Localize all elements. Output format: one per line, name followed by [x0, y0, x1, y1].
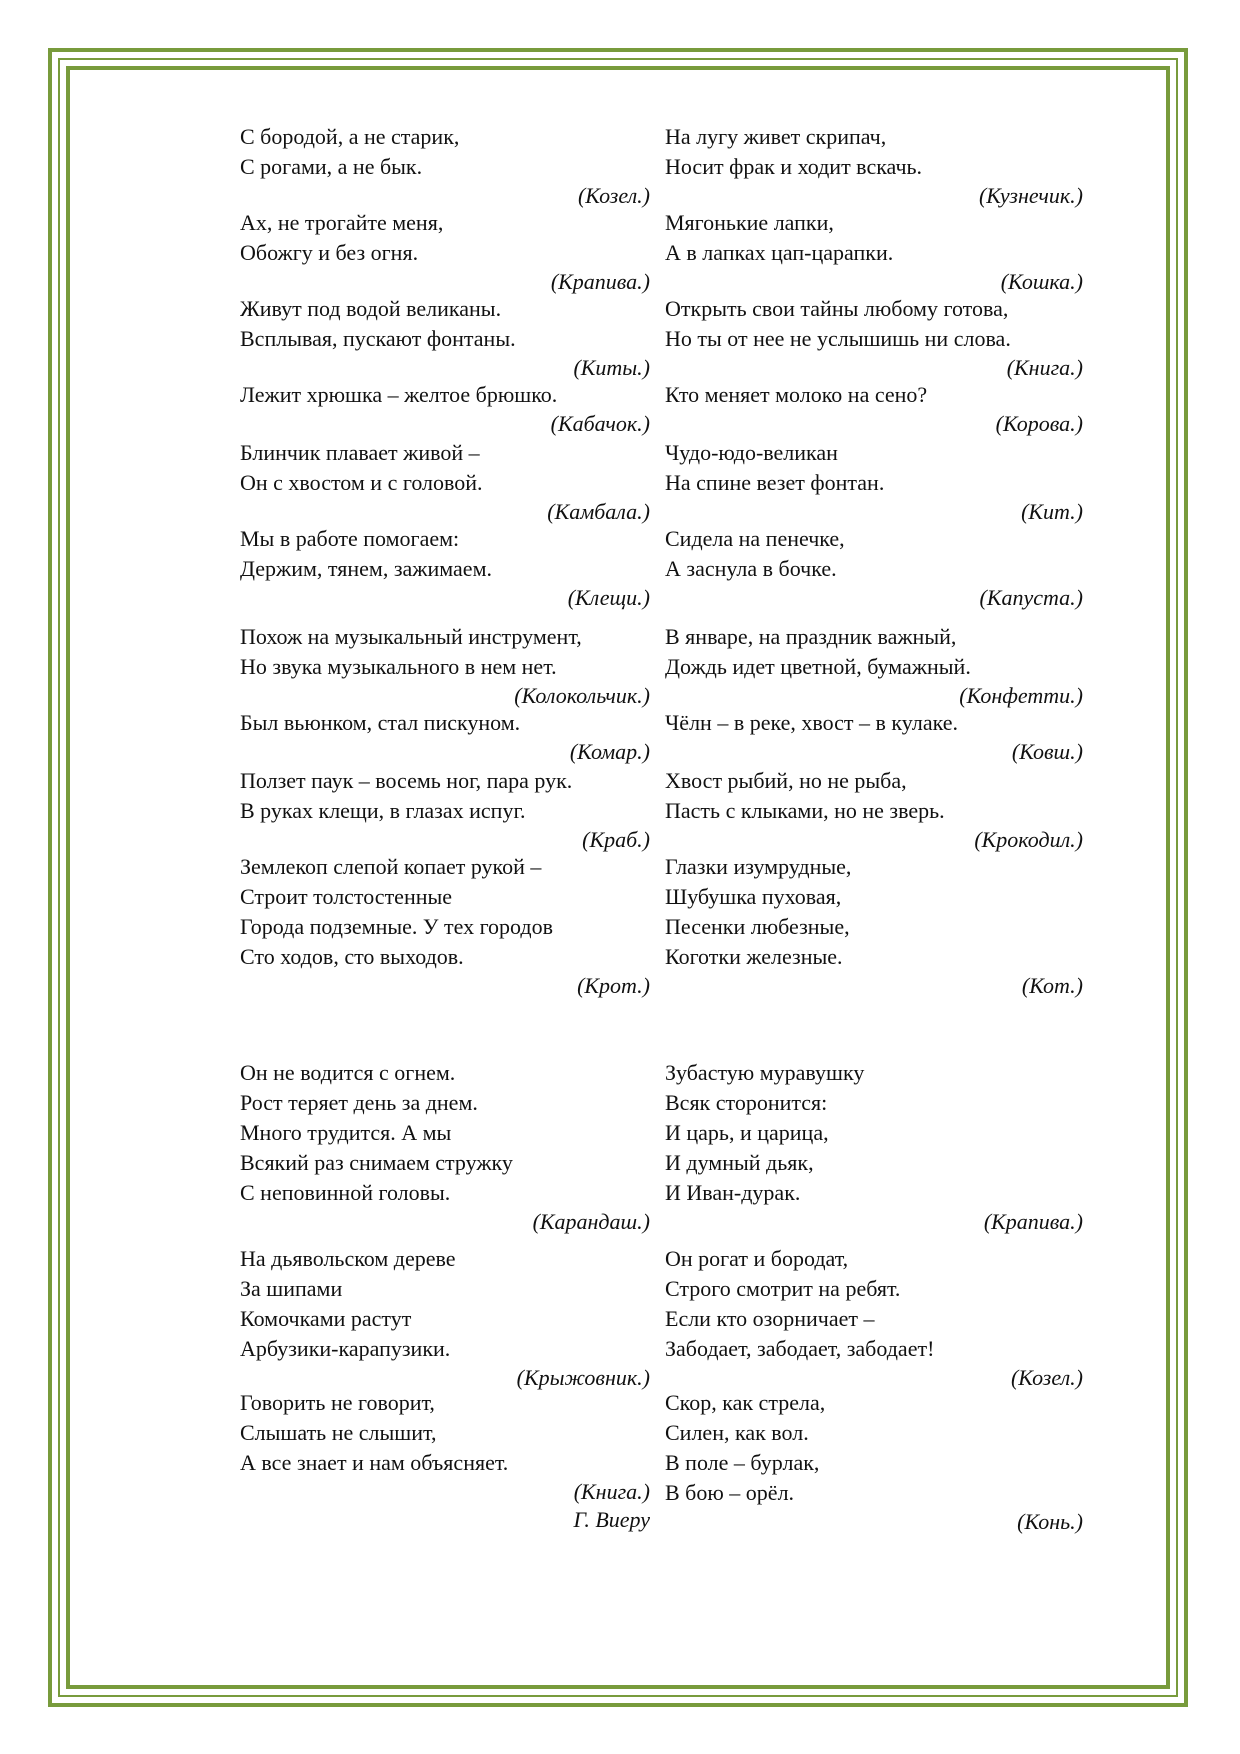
riddle-line: Зубастую муравушку	[665, 1060, 865, 1085]
riddle-answer: (Козел.)	[577, 183, 650, 208]
riddle-line: Рост теряет день за днем.	[240, 1090, 478, 1115]
riddle-line: Кто меняет молоко на сено?	[665, 382, 928, 407]
riddle-line: В январе, на праздник важный,	[665, 624, 957, 649]
riddle-line: Блинчик плавает живой –	[240, 440, 480, 465]
riddle-answer: (Краб.)	[582, 827, 650, 852]
riddle-line: Был вьюнком, стал пискуном.	[240, 710, 521, 735]
riddle-line: Коготки железные.	[665, 944, 843, 969]
riddle-line: Всяк сторонится:	[665, 1090, 828, 1115]
riddle-answer: (Клещи.)	[567, 585, 650, 610]
riddle-answer: (Книга.)	[1006, 355, 1083, 380]
riddle-line: Дождь идет цветной, бумажный.	[665, 654, 971, 679]
riddle-line: Он рогат и бородат,	[665, 1246, 849, 1271]
riddle-line: На лугу живет скрипач,	[665, 124, 887, 149]
riddle-answer: (Конь.)	[1017, 1509, 1083, 1534]
riddle-block	[240, 1058, 650, 1236]
riddle-line: Глазки изумрудные,	[665, 854, 852, 879]
riddle-line: Мы в работе помогаем:	[240, 526, 460, 551]
riddle-block	[665, 852, 1083, 1000]
riddle-answer: (Крапива.)	[983, 1209, 1083, 1234]
riddle-block	[240, 766, 650, 854]
riddle-answer: (Крыжовник.)	[516, 1365, 650, 1390]
riddle-line: Комочками растут	[240, 1306, 412, 1331]
riddle-line: В бою – орёл.	[665, 1480, 795, 1505]
riddle-line: Чёлн – в реке, хвост – в кулаке.	[665, 710, 958, 735]
riddle-line: В поле – бурлак,	[665, 1450, 820, 1475]
riddle-block	[240, 852, 650, 1000]
riddle-line: И думный дьяк,	[665, 1150, 814, 1175]
riddle-line: Шубушка пуховая,	[665, 884, 842, 909]
riddle-block	[240, 380, 650, 438]
riddle-line: Обожгу и без огня.	[240, 240, 419, 265]
riddle-answer: (Камбала.)	[547, 499, 650, 524]
riddle-line: С неповинной головы.	[240, 1180, 451, 1205]
riddle-line: Открыть свои тайны любому готова,	[665, 296, 1009, 321]
riddle-line: Если кто озорничает –	[665, 1306, 875, 1331]
riddle-line: За шипами	[240, 1276, 343, 1301]
riddle-line: Песенки любезные,	[665, 914, 850, 939]
riddle-line: Носит фрак и ходит вскачь.	[665, 154, 923, 179]
riddle-line: Держим, тянем, зажимаем.	[240, 556, 492, 581]
riddle-block	[665, 766, 1083, 854]
riddle-line: Всплывая, пускают фонтаны.	[240, 326, 516, 351]
riddle-answer: (Корова.)	[995, 411, 1083, 436]
riddle-answer: (Комар.)	[569, 739, 650, 764]
riddle-line: В руках клещи, в глазах испуг.	[240, 798, 526, 823]
riddle-answer: (Крокодил.)	[974, 827, 1083, 852]
riddle-answer: (Кузнечик.)	[978, 183, 1083, 208]
riddle-answer: (Колокольчик.)	[514, 683, 650, 708]
riddle-answer: (Кабачок.)	[550, 411, 650, 436]
riddle-block	[240, 438, 650, 526]
riddle-answer: (Козел.)	[1010, 1365, 1083, 1390]
riddle-line: Похож на музыкальный инструмент,	[240, 624, 582, 649]
riddle-block	[665, 1388, 1083, 1536]
riddle-answer: (Крапива.)	[550, 269, 650, 294]
riddle-block	[240, 122, 650, 210]
riddle-answer: (Капуста.)	[979, 585, 1083, 610]
riddle-line: Но звука музыкального в нем нет.	[240, 654, 557, 679]
riddle-line: Мягонькие лапки,	[665, 210, 834, 235]
riddle-line: Живут под водой великаны.	[240, 296, 502, 321]
riddle-line: Лежит хрюшка – желтое брюшко.	[240, 382, 558, 407]
riddle-answer: (Кошка.)	[1000, 269, 1083, 294]
riddle-line: И Иван-дурак.	[665, 1180, 801, 1205]
riddle-line: Скор, как стрела,	[665, 1390, 826, 1415]
riddle-author: Г. Виеру	[573, 1507, 650, 1532]
riddle-answer: (Книга.)	[573, 1479, 650, 1504]
riddle-answer: (Крот.)	[577, 973, 650, 998]
riddle-block	[240, 524, 650, 612]
riddle-line: Он не водится с огнем.	[240, 1060, 456, 1085]
riddle-line: Города подземные. У тех городов	[240, 914, 553, 939]
riddle-line: Силен, как вол.	[665, 1420, 809, 1445]
riddle-block	[240, 708, 650, 766]
riddle-line: Ползет паук – восемь ног, пара рук.	[240, 768, 573, 793]
riddle-answer: (Карандаш.)	[532, 1209, 650, 1234]
riddle-line: Ах, не трогайте меня,	[240, 210, 444, 235]
riddle-line: Строго смотрит на ребят.	[665, 1276, 901, 1301]
riddle-line: И царь, и царица,	[665, 1120, 829, 1145]
riddle-block	[665, 708, 1083, 766]
riddle-line: А заснула в бочке.	[665, 556, 837, 581]
riddle-line: С бородой, а не старик,	[240, 124, 460, 149]
riddle-line: На спине везет фонтан.	[665, 470, 885, 495]
riddle-answer: (Ковш.)	[1011, 739, 1083, 764]
riddle-block	[665, 1058, 1083, 1236]
riddle-line: Арбузики-карапузики.	[240, 1336, 451, 1361]
riddle-line: А в лапках цап-царапки.	[665, 240, 894, 265]
riddle-line: С рогами, а не бык.	[240, 154, 423, 179]
riddle-answer: (Конфетти.)	[959, 683, 1083, 708]
riddle-line: Строит толстостенные	[240, 884, 453, 909]
riddle-line: Всякий раз снимаем стружку	[240, 1150, 513, 1175]
riddle-block	[665, 380, 1083, 438]
riddle-answer: (Кит.)	[1021, 499, 1083, 524]
riddle-block	[665, 122, 1083, 210]
riddle-line: Слышать не слышит,	[240, 1420, 437, 1445]
riddle-line: Но ты от нее не услышишь ни слова.	[665, 326, 1011, 351]
riddle-line: Говорить не говорит,	[240, 1390, 435, 1415]
riddle-answer: (Кот.)	[1021, 973, 1083, 998]
riddle-answer: (Киты.)	[573, 355, 650, 380]
riddle-line: Хвост рыбий, но не рыба,	[665, 768, 907, 793]
riddle-line: Сто ходов, сто выходов.	[240, 944, 464, 969]
riddle-line: Он с хвостом и с головой.	[240, 470, 483, 495]
riddle-line: Много трудится. А мы	[240, 1120, 452, 1145]
riddle-line: Землекоп слепой копает рукой –	[240, 854, 542, 879]
riddle-line: Чудо-юдо-великан	[665, 440, 838, 465]
riddle-block	[665, 208, 1083, 296]
riddle-block	[665, 622, 1083, 710]
riddle-block	[665, 294, 1083, 382]
riddle-line: На дьявольском дереве	[240, 1246, 456, 1271]
riddle-line: Забодает, забодает, забодает!	[665, 1336, 935, 1361]
riddle-line: Сидела на пенечке,	[665, 526, 845, 551]
riddle-block	[665, 1244, 1083, 1392]
riddle-block	[665, 524, 1083, 612]
riddle-line: Пасть с клыками, но не зверь.	[665, 798, 945, 823]
riddle-block	[240, 208, 650, 296]
riddle-block	[240, 1244, 650, 1392]
riddle-block	[240, 294, 650, 382]
riddle-block	[665, 438, 1083, 526]
riddle-block	[240, 622, 650, 710]
riddle-line: А все знает и нам объясняет.	[240, 1450, 509, 1475]
riddle-block	[240, 1388, 650, 1534]
